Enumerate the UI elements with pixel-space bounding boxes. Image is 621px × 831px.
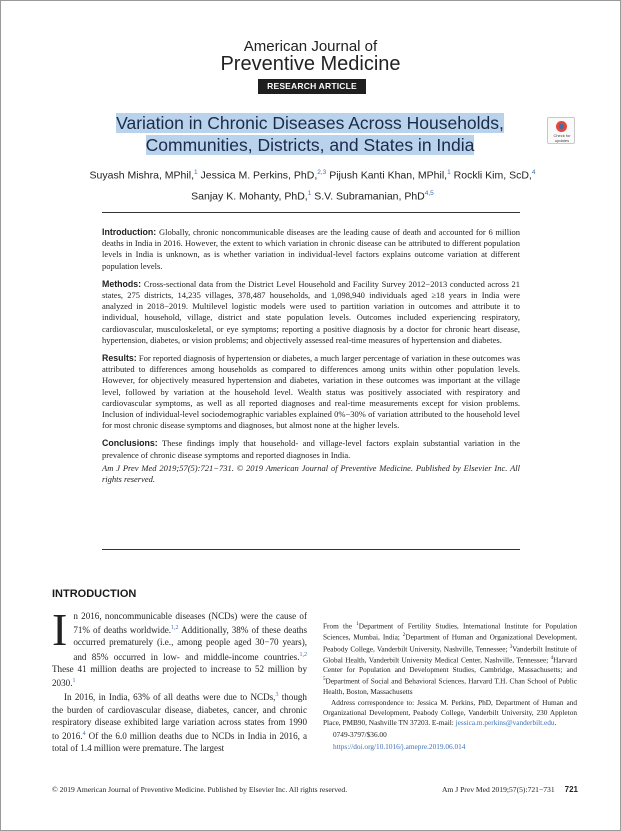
email-link[interactable]: jessica.m.perkins@vanderbilt.edu <box>455 718 555 728</box>
drop-cap: I <box>52 604 68 655</box>
abstract-methods: Methods: Cross-sectional data from the District Level Household and Facility Survey 2012−2013 conducted across 21 states, 275 districts, 14,235 villages, 378,487 households, and 1,098,940 individuals aged ≥18 years in India were analyzed in 2018−2019. Multilevel logistic models were used to partition variation in outcomes and attribute it to individual, household, village, district and state population levels. Outcomes included experiencing respiratory, cardiovascular, musculoskeletal, or eye symptoms; reporting a positive diagnosis by a doctor for chronic heart disease, hypertension, diabetes, or vision problems; and objectively assessed real-time measures of hypertension and diabetes. <box>102 278 521 345</box>
body-column-left <box>52 604 307 754</box>
citation-link[interactable]: 3 <box>275 692 279 699</box>
affiliations-column <box>323 620 577 754</box>
intro-paragraph-2: In 2016, in India, 63% of all deaths were due to NCDs,$^3$ though the burden of cardiovascular disease, diabetes, cancer, and chronic respiratory disease exhibited large variation across states from 1990 to 2016.$^4$ Of the 6.0 million deaths due to NCDs in India in 2016, a total of 1.4 million were premature. The largest <box>52 692 307 754</box>
author-name: Rockli Kim, ScD, <box>453 169 532 182</box>
abstract-heading: Results: <box>102 353 137 364</box>
crossmark-icon <box>556 121 567 132</box>
citation-link[interactable]: 1,2 <box>171 625 179 632</box>
title-line2: Communities, Districts, and States in India <box>145 135 475 155</box>
section-heading-introduction: INTRODUCTION <box>52 588 137 600</box>
correspondence-text: Address correspondence to: Jessica M. Perkins, PhD, Department of Human and Organizational Development, Peabody College, Vanderbilt University, 230 Appleton Place, PMB90, Nashville TN 37203. E-mail: jessica.m.perkins@vanderbilt.edu. <box>323 698 577 728</box>
doi-paragraph <box>323 742 577 752</box>
author-name: Sanjay K. Mohanty, PhD, <box>191 190 308 202</box>
page-number: 721 <box>564 785 578 794</box>
abstract-introduction: Introduction: Globally, chronic noncommunicable diseases are the leading cause of death and accounted for 6 million deaths in India in 2016. However, the extent to which variation in chronic disease can be attributed to different population levels in India is unknown, as is whether variation in individual-level factors explains outcome variation at different population levels. <box>102 227 520 271</box>
abstract-heading: Introduction: <box>102 227 157 237</box>
footer-copyright: © 2019 American Journal of Preventive Medicine. Published by Elsevier Inc. All rights reserved. <box>52 785 348 794</box>
affiliation-marker[interactable]: 1 <box>193 169 198 176</box>
doi-link[interactable]: https://doi.org/10.1016/j.amepre.2019.06.014 <box>333 742 466 752</box>
affiliation-marker[interactable]: 4 <box>531 169 536 176</box>
affiliation-marker[interactable]: 1 <box>447 169 451 176</box>
affiliation-marker[interactable]: 2,3 <box>317 169 327 176</box>
abstract-citation: Am J Prev Med 2019;57(5):721−731. © 2019 American Journal of Preventive Medicine. Published by Elsevier Inc. All rights reserved. <box>102 462 520 485</box>
citation-link[interactable]: 1 <box>72 678 76 685</box>
footer-citation: Am J Prev Med 2019;57(5):721−731 721 <box>441 785 578 794</box>
article-title <box>100 112 520 156</box>
issn-text: 0749-3797/$36.00 <box>333 730 387 740</box>
abstract-heading: Conclusions: <box>102 438 158 449</box>
journal-name-line1: American Journal of <box>243 38 378 55</box>
abstract-box <box>102 212 520 550</box>
affiliation-marker[interactable]: 1 <box>307 189 312 197</box>
abstract-heading: Methods: <box>102 278 142 289</box>
author-name: Suyash Mishra, MPhil, <box>89 169 194 182</box>
abstract-results: Results: For reported diagnosis of hypertension or diabetes, a much larger percentage of variation in these outcomes was attributed to differences among households as compared to differences among units within other population levels. However, for objectively measured hypertension and diabetes, variation in these outcomes was important at the village level, followed by variation at the household level. Wealth status was positively associated with respiratory and cardiovascular symptoms, as well as all reported diagnoses and real-time measurements except for vision problems. Inclusion of individual-level sociodemographic variables explained 0%−30% of variation attributed to the household level for most chronic disease symptoms and diagnoses, but almost none at the higher levels. <box>102 353 521 431</box>
check-for-updates-button[interactable] <box>547 117 575 144</box>
check-for-updates-label: Check for updates <box>553 133 571 143</box>
affiliation-marker[interactable]: 4,5 <box>424 189 434 197</box>
citation-link[interactable]: 4 <box>82 730 86 737</box>
abstract-conclusions: Conclusions: These findings imply that household- and village-level factors explain substantial variation in the prevalence of chronic disease symptoms and reported diagnoses in India. <box>102 438 520 460</box>
author-list <box>40 164 585 205</box>
author-name: Jessica M. Perkins, PhD, <box>200 169 318 182</box>
journal-name-line2: Preventive Medicine <box>220 53 401 75</box>
author-name: S.V. Subramanian, PhD <box>314 190 425 202</box>
title-line1: Variation in Chronic Diseases Across Households, <box>116 113 504 133</box>
affiliations-text: From the $^1$Department of Fertility Studies, International Institute for Population Sciences, Mumbai, India; $^2$Department of Human and Organizational Development, Peabody College, Vanderbilt University, Nashville, Tennessee; $^3$Vanderbilt Institute of Global Health, Vanderbilt University Medical Center, Nashville, Tennessee; $^4$Harvard Center for Population and Development Studies, Cambridge, Massachusetts; and $^5$Department of Social and Behavioral Sciences, Harvard T.H. Chan School of Public Health, Boston, Massachusetts <box>323 621 577 696</box>
article-type-badge: RESEARCH ARTICLE <box>258 79 366 94</box>
intro-paragraph-1: In 2016, noncommunicable diseases (NCDs) were the cause of 71% of deaths worldwide.$^{1,2}$ Additionally, 38% of these deaths occurred prematurely (i.e., among people aged 30−70 years), and 85% occurred in low- and middle-income countries.$^{1,2}$ These 41 million deaths are projected to increase to 52 million by 2030.$^1$ <box>52 604 307 689</box>
author-name: Pijush Kanti Khan, MPhil, <box>329 169 448 182</box>
citation-link[interactable]: 1,2 <box>299 651 307 658</box>
